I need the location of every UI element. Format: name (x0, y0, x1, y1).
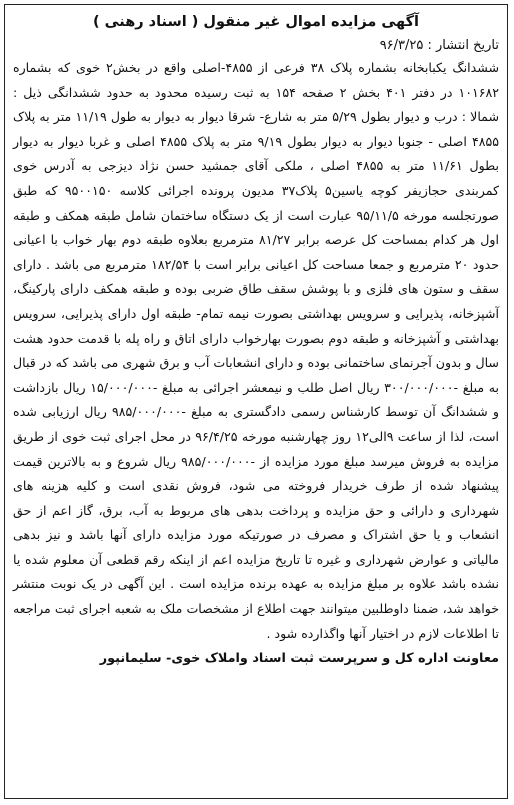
publication-date: تاریخ انتشار : ۹۶/۳/۲۵ (379, 38, 499, 53)
auction-notice (4, 4, 508, 799)
notice-signature: معاونت اداره کل و سرپرست ثبت اسناد واملاک خوی- سلیمانپور (99, 651, 499, 667)
notice-body: ششدانگ یکبابخانه بشماره پلاک ۳۸ فرعی از ۴۸۵۵-اصلی واقع در بخش۲ خوی که بشماره ۱۰۱۶۸۲ در دفتر ۴۰۱ بخش ۲ صفحه ۱۵۴ به ثبت رسیده محدود به حدود ششدانگی ذیل : شمالا : درب و دیوار بطول ۵/۲۹ متر به شارع- شرقا دیوار به دیوار به طول ۱۱/۱۹ متر به پلاک ۴۸۵۵ اصلی - جنوبا دیوار به دیوار بطول ۹/۱۹ متر به پلاک ۴۸۵۵ اصلی و غربا دیوار به دیوار بطول ۱۱/۶۱ متر به ۴۸۵۵ اصلی ، ملکی آقای جمشید حسن نژاد دیزجی به آدرس خوی کمربندی حجازیفر کوچه یاسین۵ پلاک۳۷ مدیون پرونده اجرائی کلاسه ۹۵۰۰۱۵۰ که طبق صورتجلسه مورخه ۹۵/۱۱/۵ عبارت است از یک دستگاه ساختمان شامل طبقه همکف و طبقه اول هر کدام بمساحت کل عرصه برابر ۸۱/۲۷ مترمربع بعلاوه طبقه دوم بهار خواب با اعیانی حدود ۲۰ مترمربع و جمعا مساحت کل اعیانی برابر است با ۱۸۲/۵۴ مترمربع می باشد . دارای سقف و ستون های فلزی و با پوشش سقف طاق ضربی بوده و طبقه همکف دارای پارکینگ، آشپزخانه، پذیرایی و سرویس بهداشتی بصورت نیمه تمام- طبقه اول دارای پذیرایی، سرویس بهداشتی و آشپزخانه و طبقه دوم بصورت بهارخواب دارای اتاق و راه پله با قدمت حدود هشت سال و بدون آجرنمای ساختمانی بوده و دارای انشعابات آب و برق شهری می باشد که در قبال به مبلغ -۳۰۰/۰۰۰/۰۰۰ ریال اصل طلب و نیمعشر اجرائی به مبلغ -۱۵/۰۰۰/۰۰۰ ریال بازداشت و ششدانگ آن توسط کارشناس رسمی دادگستری به مبلغ -۹۸۵/۰۰۰/۰۰۰ ریال ارزیابی شده است، لذا از ساعت ۹الی۱۲ روز چهارشنبه مورخه ۹۶/۴/۲۵ در محل اجرای ثبت خوی از طریق مزایده به فروش میرسد مبلغ مورد مزایده از -۹۸۵/۰۰۰/۰۰۰ ریال شروع و به بالاترین قیمت پیشنهاد شده از طرف خریدار فروخته می شود، فروش نقدی است و کلیه هزینه های شهرداری و دارائی و حق مزایده و پرداخت بدهی های مربوط به آب، برق، گاز اعم از حق انشعاب و یا حق اشتراک و مصرف در صورتیکه مورد مزایده دارای آنها باشد و نیز بدهی مالیاتی و عوارض شهرداری و غیره تا تاریخ مزایده اعم از اینکه رقم قطعی آن معلوم شده یا نشده باشد علاوه بر مبلغ مزایده به عهده برنده مزایده است . این آگهی در یک نوبت منتشر خواهد شد، ضمنا داوطلبین میتوانند جهت اطلاع از مشخصات ملک به شعبه اجرای ثبت مراجعه تا اطلاعات لازم در اختیار آنها واگذارده شود . (13, 60, 500, 641)
notice-title: آگهی مزایده اموال غیر منقول ( اسناد رهنی ) (92, 14, 420, 30)
